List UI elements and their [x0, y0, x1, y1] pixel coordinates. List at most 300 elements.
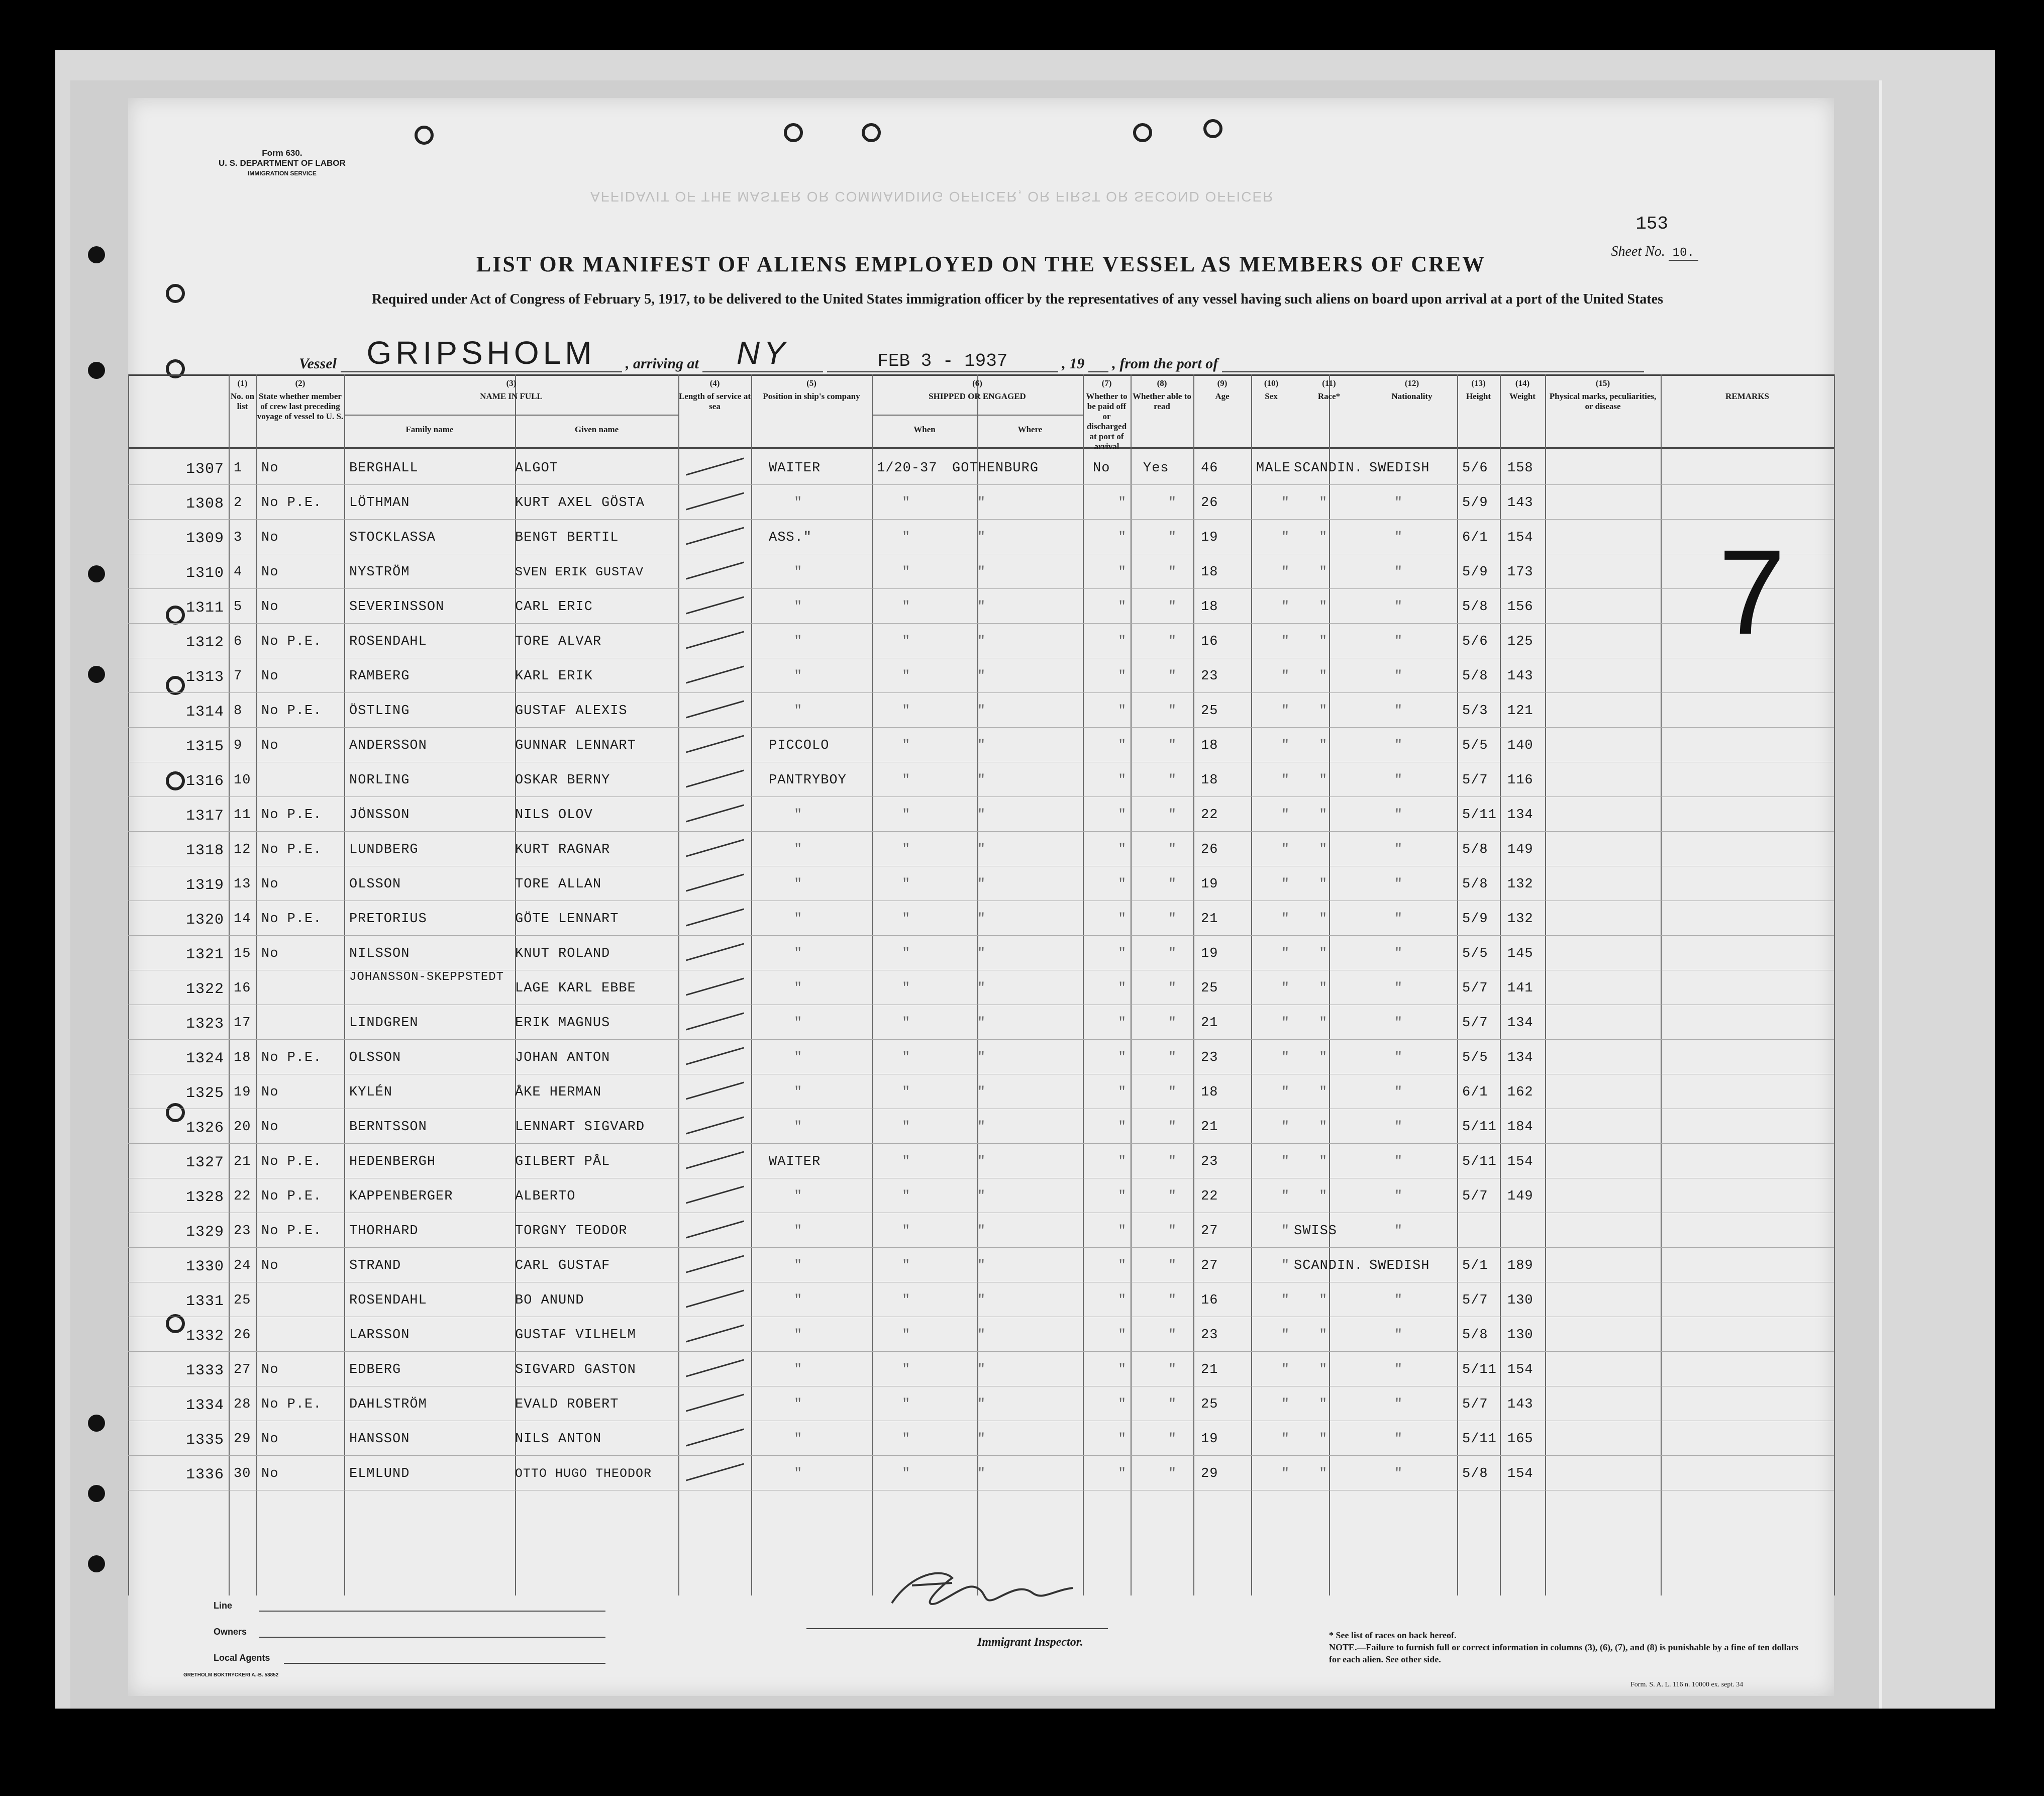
- cell-prev: No: [261, 461, 279, 476]
- cell-family: THORHARD: [349, 1224, 419, 1239]
- cell-height: 6/1: [1462, 530, 1488, 545]
- cell-paid: ": [1118, 981, 1127, 996]
- cell-no: 24: [234, 1258, 251, 1273]
- cell-read: ": [1168, 1466, 1177, 1481]
- cell-paid: ": [1118, 1224, 1127, 1239]
- cell-height: 5/9: [1462, 495, 1488, 511]
- cell-nat: ": [1394, 842, 1403, 857]
- cell-read: ": [1168, 981, 1177, 996]
- column-number: (15): [1595, 378, 1610, 388]
- cell-sex: ": [1281, 1189, 1290, 1204]
- cell-paid: ": [1118, 1258, 1127, 1273]
- cell-sex: ": [1281, 1224, 1290, 1239]
- cell-given: GUSTAF VILHELM: [515, 1328, 636, 1343]
- cell-given: LAGE KARL EBBE: [515, 981, 636, 996]
- cell-no: 6: [234, 634, 243, 649]
- table-row: [128, 658, 1834, 693]
- cell-position: ": [794, 1016, 803, 1031]
- column-header: No. on list: [230, 391, 255, 411]
- cell-where: ": [977, 842, 986, 857]
- table-row: [128, 1039, 1834, 1074]
- cell-nat: ": [1394, 738, 1403, 753]
- cell-height: 5/11: [1462, 1154, 1497, 1169]
- cell-family: ANDERSSON: [349, 738, 427, 753]
- cell-prev: No: [261, 946, 279, 961]
- cell-family: ELMLUND: [349, 1466, 410, 1481]
- cell-age: 29: [1201, 1466, 1218, 1481]
- cell-given: OSKAR BERNY: [515, 773, 610, 788]
- cell-sex: ": [1281, 1397, 1290, 1412]
- cell-read: ": [1168, 1328, 1177, 1343]
- cell-nat: ": [1394, 1016, 1403, 1031]
- cell-paid: ": [1118, 600, 1127, 615]
- service-length-mark: [686, 1255, 744, 1273]
- cell-no: 4: [234, 565, 243, 580]
- cell-no: 29: [234, 1432, 251, 1447]
- cell-no: 22: [234, 1189, 251, 1204]
- cell-given: TORE ALLAN: [515, 877, 602, 892]
- cell-read: ": [1168, 704, 1177, 719]
- cell-ref: 1329: [186, 1224, 225, 1241]
- cell-height: 5/9: [1462, 912, 1488, 927]
- cell-no: 18: [234, 1050, 251, 1065]
- cell-height: 5/11: [1462, 808, 1497, 823]
- cell-ref: 1311: [186, 600, 225, 617]
- cell-when: ": [902, 1362, 911, 1377]
- binder-ring: [1133, 123, 1152, 142]
- cell-paid: ": [1118, 1085, 1127, 1100]
- cell-race: ": [1319, 1154, 1328, 1169]
- column-subheader: Family name: [405, 425, 454, 434]
- cell-where: ": [977, 600, 986, 615]
- service-length-mark: [686, 909, 744, 927]
- cell-race: ": [1319, 808, 1328, 823]
- column-header: Sex: [1265, 391, 1278, 401]
- cell-position: ": [794, 704, 803, 719]
- cell-no: 5: [234, 600, 243, 615]
- cell-height: 5/8: [1462, 600, 1488, 615]
- service-length-mark: [686, 1047, 744, 1065]
- column-number: (2): [295, 378, 305, 388]
- cell-ref: 1318: [186, 842, 225, 859]
- cell-given: BENGT BERTIL: [515, 530, 619, 545]
- cell-race: ": [1319, 1466, 1328, 1481]
- table-row: [128, 692, 1834, 728]
- cell-ref: 1319: [186, 877, 225, 894]
- cell-given: SVEN ERIK GUSTAV: [515, 565, 644, 579]
- cell-height: 5/7: [1462, 1397, 1488, 1412]
- cell-sex: ": [1281, 1258, 1290, 1273]
- cell-read: ": [1168, 600, 1177, 615]
- from-port-field: [1222, 371, 1644, 372]
- cell-ref: 1320: [186, 912, 225, 929]
- cell-nat: ": [1394, 1328, 1403, 1343]
- cell-ref: 1309: [186, 530, 225, 547]
- table-row: [128, 1005, 1834, 1040]
- table-row: [128, 1213, 1834, 1248]
- cell-where: ": [977, 1224, 986, 1239]
- column-header: Height: [1466, 391, 1491, 401]
- table-row: [128, 727, 1834, 762]
- cell-when: ": [902, 1224, 911, 1239]
- cell-weight: 116: [1507, 773, 1534, 788]
- cell-ref: 1316: [186, 773, 225, 790]
- cell-age: 19: [1201, 530, 1218, 545]
- cell-read: ": [1168, 1293, 1177, 1308]
- cell-weight: 121: [1507, 704, 1534, 719]
- cell-age: 19: [1201, 1432, 1218, 1447]
- cell-read: ": [1168, 1224, 1177, 1239]
- cell-family: LUNDBERG: [349, 842, 419, 857]
- service-length-mark: [686, 701, 744, 719]
- cell-no: 3: [234, 530, 243, 545]
- cell-paid: ": [1118, 704, 1127, 719]
- cell-read: ": [1168, 1189, 1177, 1204]
- cell-given: GILBERT PÅL: [515, 1154, 610, 1169]
- cell-age: 18: [1201, 565, 1218, 580]
- cell-weight: 154: [1507, 1466, 1534, 1481]
- column-header: Physical marks, peculiarities, or disease: [1549, 391, 1657, 411]
- column-number: (9): [1217, 378, 1228, 388]
- cell-when: ": [902, 1293, 911, 1308]
- cell-age: 23: [1201, 669, 1218, 684]
- cell-paid: ": [1118, 912, 1127, 927]
- cell-family: ROSENDAHL: [349, 634, 427, 649]
- cell-no: 27: [234, 1362, 251, 1377]
- service-length-mark: [686, 527, 744, 545]
- cell-read: ": [1168, 1085, 1177, 1100]
- cell-prev: No P.E.: [261, 704, 322, 719]
- cell-nat: ": [1394, 634, 1403, 649]
- cell-where: ": [977, 634, 986, 649]
- table-row: [128, 970, 1834, 1005]
- cell-given: NILS ANTON: [515, 1432, 602, 1447]
- cell-no: 16: [234, 981, 251, 996]
- cell-when: ": [902, 530, 911, 545]
- binder-ring: [415, 126, 434, 145]
- table-row: [128, 935, 1834, 970]
- column-number: (5): [806, 378, 816, 388]
- cell-sex: ": [1281, 1016, 1290, 1031]
- cell-paid: ": [1118, 1016, 1127, 1031]
- cell-given: JOHAN ANTON: [515, 1050, 610, 1065]
- cell-no: 28: [234, 1397, 251, 1412]
- service-length-mark: [686, 1359, 744, 1377]
- table-row: [128, 1317, 1834, 1352]
- cell-position: WAITER: [769, 1154, 821, 1169]
- pencil-mark: 7: [1718, 525, 1786, 659]
- cell-when: ": [902, 1016, 911, 1031]
- cell-where: ": [977, 1293, 986, 1308]
- arriving-port: NY: [702, 334, 823, 372]
- cell-ref: 1313: [186, 669, 225, 686]
- service-length-mark: [686, 1463, 744, 1481]
- service-length-mark: [686, 735, 744, 753]
- cell-when: ": [902, 912, 911, 927]
- cell-weight: 143: [1507, 1397, 1534, 1412]
- table-row: [128, 762, 1834, 797]
- cell-no: 21: [234, 1154, 251, 1169]
- vessel-name: GRIPSHOLM: [341, 334, 622, 372]
- cell-paid: ": [1118, 1328, 1127, 1343]
- cell-where: ": [977, 773, 986, 788]
- cell-where: ": [977, 808, 986, 823]
- cell-sex: ": [1281, 600, 1290, 615]
- cell-weight: 156: [1507, 600, 1534, 615]
- cell-read: ": [1168, 1154, 1177, 1169]
- cell-when: ": [902, 1397, 911, 1412]
- cell-paid: ": [1118, 1293, 1127, 1308]
- cell-paid: ": [1118, 738, 1127, 753]
- column-divider: [1834, 374, 1835, 1595]
- table-row: [128, 484, 1834, 520]
- service-length-mark: [686, 562, 744, 580]
- cell-prev: No: [261, 1362, 279, 1377]
- cell-height: 5/8: [1462, 1466, 1488, 1481]
- cell-height: 5/7: [1462, 981, 1488, 996]
- service-name: IMMIGRATION SERVICE: [247, 170, 317, 177]
- cell-ref: 1335: [186, 1432, 225, 1449]
- cell-family: JÖNSSON: [349, 808, 410, 823]
- cell-family: HANSSON: [349, 1432, 410, 1447]
- cell-when: ": [902, 600, 911, 615]
- cell-read: ": [1168, 946, 1177, 961]
- cell-age: 18: [1201, 1085, 1218, 1100]
- column-number: (4): [709, 378, 720, 388]
- form-header: [219, 148, 346, 178]
- cell-nat: ": [1394, 1466, 1403, 1481]
- cell-race: ": [1319, 600, 1328, 615]
- document-subtitle: Required under Act of Congress of February 5, 1917, to be delivered to the United States immigration officer by the representatives of any vessel having such aliens on board upon arrival at a port of the United States: [372, 291, 1663, 307]
- cell-prev: No: [261, 565, 279, 580]
- cell-height: 5/6: [1462, 634, 1488, 649]
- binder-hole: [88, 666, 105, 683]
- sheet-number-value: 10.: [1669, 246, 1698, 261]
- cell-position: ": [794, 1085, 803, 1100]
- cell-weight: 134: [1507, 1016, 1534, 1031]
- department-name: U. S. DEPARTMENT OF LABOR: [219, 158, 346, 168]
- cell-height: 5/3: [1462, 704, 1488, 719]
- cell-given: GUSTAF ALEXIS: [515, 704, 628, 719]
- cell-race: ": [1319, 1120, 1328, 1135]
- manifest-page: [128, 98, 1834, 1696]
- cell-height: 5/6: [1462, 461, 1488, 476]
- service-length-mark: [686, 1013, 744, 1031]
- cell-where: ": [977, 495, 986, 511]
- column-header: REMARKS: [1725, 391, 1769, 401]
- cell-nat: ": [1394, 600, 1403, 615]
- cell-height: 5/8: [1462, 842, 1488, 857]
- cell-when: ": [902, 877, 911, 892]
- service-length-mark: [686, 1082, 744, 1100]
- line-field: [259, 1611, 605, 1612]
- cell-where: ": [977, 704, 986, 719]
- cell-weight: 132: [1507, 912, 1534, 927]
- cell-nat: ": [1394, 1293, 1403, 1308]
- cell-given: ALGOT: [515, 461, 559, 476]
- column-header: Whether to be paid off or discharged at port of arrival: [1086, 391, 1128, 451]
- cell-sex: ": [1281, 1328, 1290, 1343]
- cell-sex: ": [1281, 842, 1290, 857]
- cell-where: ": [977, 1154, 986, 1169]
- cell-where: ": [977, 1016, 986, 1031]
- service-length-mark: [686, 596, 744, 615]
- cell-where: ": [977, 1189, 986, 1204]
- form-number: Form 630.: [262, 148, 302, 158]
- service-length-mark: [686, 458, 744, 476]
- cell-paid: ": [1118, 773, 1127, 788]
- cell-given: KURT AXEL GÖSTA: [515, 495, 645, 511]
- cell-age: 22: [1201, 1189, 1218, 1204]
- table-row: [128, 1074, 1834, 1109]
- cell-given: KNUT ROLAND: [515, 946, 610, 961]
- column-subheader: Given name: [574, 425, 619, 434]
- cell-paid: ": [1118, 946, 1127, 961]
- cell-family: DAHLSTRÖM: [349, 1397, 427, 1412]
- cell-family: KAPPENBERGER: [349, 1189, 453, 1204]
- cell-when: ": [902, 495, 911, 511]
- service-length-mark: [686, 805, 744, 823]
- cell-age: 26: [1201, 495, 1218, 511]
- cell-sex: ": [1281, 669, 1290, 684]
- cell-read: Yes: [1143, 461, 1169, 476]
- cell-age: 21: [1201, 1016, 1218, 1031]
- cell-prev: No P.E.: [261, 1397, 322, 1412]
- cell-height: 5/7: [1462, 1293, 1488, 1308]
- cell-family: BERNTSSON: [349, 1120, 427, 1135]
- table-row: [128, 1386, 1834, 1421]
- cell-weight: 132: [1507, 877, 1534, 892]
- cell-weight: 149: [1507, 1189, 1534, 1204]
- cell-position: ": [794, 1293, 803, 1308]
- cell-paid: ": [1118, 1397, 1127, 1412]
- cell-age: 18: [1201, 773, 1218, 788]
- cell-when: ": [902, 981, 911, 996]
- cell-sex: ": [1281, 1466, 1290, 1481]
- service-length-mark: [686, 978, 744, 996]
- service-length-mark: [686, 770, 744, 788]
- cell-age: 25: [1201, 704, 1218, 719]
- cell-height: 5/5: [1462, 738, 1488, 753]
- cell-when: ": [902, 1189, 911, 1204]
- cell-height: 5/11: [1462, 1120, 1497, 1135]
- cell-read: ": [1168, 1050, 1177, 1065]
- cell-nat: ": [1394, 1050, 1403, 1065]
- cell-prev: No: [261, 877, 279, 892]
- cell-position: ": [794, 1258, 803, 1273]
- cell-weight: 145: [1507, 946, 1534, 961]
- cell-race: ": [1319, 773, 1328, 788]
- service-length-mark: [686, 1325, 744, 1343]
- cell-age: 18: [1201, 600, 1218, 615]
- cell-nat: ": [1394, 565, 1403, 580]
- cell-nat: SWEDISH: [1369, 461, 1430, 476]
- cell-nat: ": [1394, 1224, 1403, 1239]
- cell-height: 5/11: [1462, 1432, 1497, 1447]
- cell-nat: ": [1394, 530, 1403, 545]
- service-length-mark: [686, 1221, 744, 1239]
- cell-nat: ": [1394, 912, 1403, 927]
- cell-read: ": [1168, 1120, 1177, 1135]
- binder-ring: [784, 123, 803, 142]
- cell-ref: 1325: [186, 1085, 225, 1102]
- service-length-mark: [686, 1429, 744, 1447]
- column-header: Weight: [1509, 391, 1536, 401]
- cell-sex: MALE: [1256, 461, 1291, 476]
- column-number: (13): [1471, 378, 1486, 388]
- cell-race: ": [1319, 1432, 1328, 1447]
- cell-height: 5/8: [1462, 877, 1488, 892]
- cell-ref: 1331: [186, 1293, 225, 1310]
- service-length-mark: [686, 666, 744, 684]
- cell-weight: 173: [1507, 565, 1534, 580]
- cell-given: SIGVARD GASTON: [515, 1362, 636, 1377]
- bleed-through-text: AFFIDAVIT OF THE MASTER OR COMMANDING OFFICER, OR FIRST OR SECOND OFFICER: [590, 189, 1274, 205]
- cell-position: ": [794, 981, 803, 996]
- cell-where: ": [977, 669, 986, 684]
- column-number: (12): [1404, 378, 1419, 388]
- cell-position: ": [794, 565, 803, 580]
- cell-age: 23: [1201, 1328, 1218, 1343]
- cell-family: OLSSON: [349, 877, 401, 892]
- cell-when: ": [902, 1258, 911, 1273]
- cell-height: 5/7: [1462, 773, 1488, 788]
- cell-no: 2: [234, 495, 243, 511]
- vessel-label: Vessel: [299, 355, 337, 372]
- cell-family: BERGHALL: [349, 461, 419, 476]
- local-agents-field: [284, 1663, 605, 1664]
- cell-race: ": [1319, 704, 1328, 719]
- cell-given: ALBERTO: [515, 1189, 576, 1204]
- cell-position: ": [794, 1328, 803, 1343]
- cell-given: GUNNAR LENNART: [515, 738, 636, 753]
- cell-race: ": [1319, 565, 1328, 580]
- cell-weight: 158: [1507, 461, 1534, 476]
- cell-race: ": [1319, 530, 1328, 545]
- cell-when: ": [902, 1154, 911, 1169]
- cell-when: ": [902, 669, 911, 684]
- cell-nat: ": [1394, 1432, 1403, 1447]
- table-row: [128, 1247, 1834, 1282]
- cell-race: ": [1319, 1016, 1328, 1031]
- cell-race: ": [1319, 1328, 1328, 1343]
- cell-prev: No P.E.: [261, 808, 322, 823]
- cell-family: NILSSON: [349, 946, 410, 961]
- cell-when: ": [902, 1050, 911, 1065]
- column-header: SHIPPED OR ENGAGED: [929, 391, 1026, 401]
- cell-race: SWISS: [1294, 1224, 1338, 1239]
- table-row: [128, 1109, 1834, 1144]
- cell-weight: 130: [1507, 1328, 1534, 1343]
- cell-family: KYLÉN: [349, 1085, 393, 1100]
- table-row: [128, 1143, 1834, 1178]
- footnotes: [1329, 1629, 1806, 1665]
- cell-weight: 143: [1507, 495, 1534, 511]
- cell-where: ": [977, 1085, 986, 1100]
- cell-no: 30: [234, 1466, 251, 1481]
- column-number: (10): [1264, 378, 1279, 388]
- cell-paid: ": [1118, 1189, 1127, 1204]
- owners-label: Owners: [214, 1627, 247, 1637]
- cell-age: 23: [1201, 1154, 1218, 1169]
- cell-given: BO ANUND: [515, 1293, 584, 1308]
- cell-ref: 1310: [186, 565, 225, 582]
- binder-ring: [862, 123, 881, 142]
- cell-position: ": [794, 600, 803, 615]
- cell-weight: 154: [1507, 1362, 1534, 1377]
- cell-where: ": [977, 1258, 986, 1273]
- cell-paid: ": [1118, 1154, 1127, 1169]
